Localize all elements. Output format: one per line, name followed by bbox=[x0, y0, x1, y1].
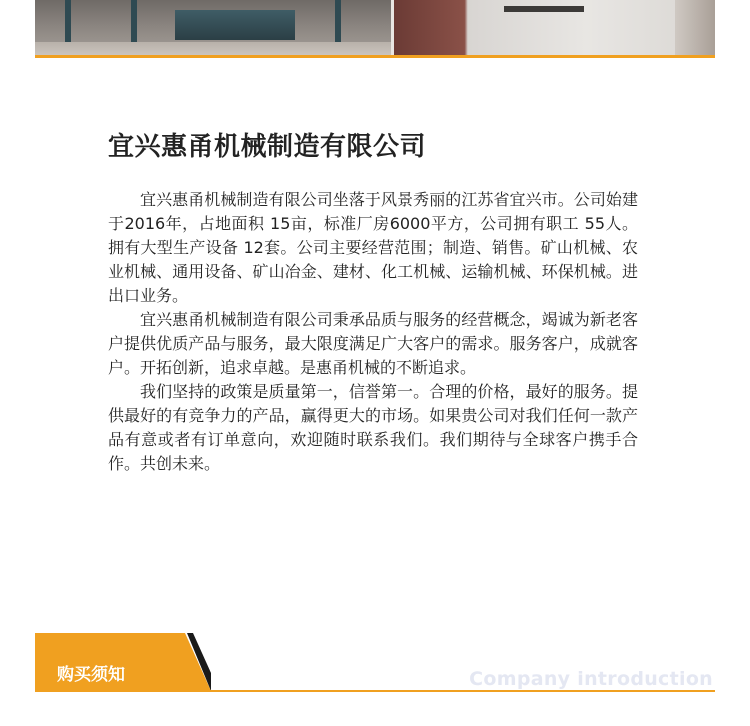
photo-pole bbox=[65, 0, 71, 46]
description-paragraph-2: 宜兴惠甬机械制造有限公司秉承品质与服务的经营概念，竭诚为新老客户提供优质产品与服务，最大限度满足广大客户的需求。服务客户，成就客户。开拓创新，追求卓越。是惠甬机械的不断追求。 bbox=[108, 310, 638, 377]
purchase-notice-section-header bbox=[35, 633, 715, 693]
factory-photo-banner bbox=[35, 0, 715, 58]
factory-yard-photo bbox=[35, 0, 393, 58]
photo-equipment bbox=[175, 10, 295, 40]
description-paragraph-3: 我们坚持的政策是质量第一，信誉第一。合理的价格，最好的服务。提供最好的有竞争力的产品，赢得更大的市场。如果贵公司对我们任何一款产品有意或者有订单意向，欢迎随时联系我们。我们期待与全球客户携手合作。共创未来。 bbox=[108, 382, 638, 473]
photo-wall bbox=[675, 0, 715, 58]
section-tab-corner-icon bbox=[175, 633, 211, 691]
photo-floor-mat bbox=[504, 6, 584, 12]
photo-pole bbox=[131, 0, 137, 46]
section-english-subtitle: Company introduction bbox=[469, 668, 713, 690]
photo-pole bbox=[335, 0, 341, 46]
description-paragraph-1: 宜兴惠甬机械制造有限公司坐落于风景秀丽的江苏省宜兴市。公司始建于2016年，占地面积 15亩，标准厂房6000平方，公司拥有职工 55人。拥有大型生产设备 12套。公司主要经营范围；制造、销售。矿山机械、农业机械、通用设备、矿山冶金、建材、化工机械、运输机械、环保机械。进出口业务。 bbox=[108, 190, 638, 305]
section-tab-label: 购买须知 bbox=[57, 665, 125, 685]
banner-accent-stripe bbox=[35, 55, 715, 58]
factory-floor-photo bbox=[394, 0, 715, 58]
company-description bbox=[108, 188, 638, 476]
section-underline bbox=[35, 690, 715, 692]
section-tab bbox=[35, 633, 185, 691]
company-title: 宜兴惠甬机械制造有限公司 bbox=[108, 132, 427, 162]
